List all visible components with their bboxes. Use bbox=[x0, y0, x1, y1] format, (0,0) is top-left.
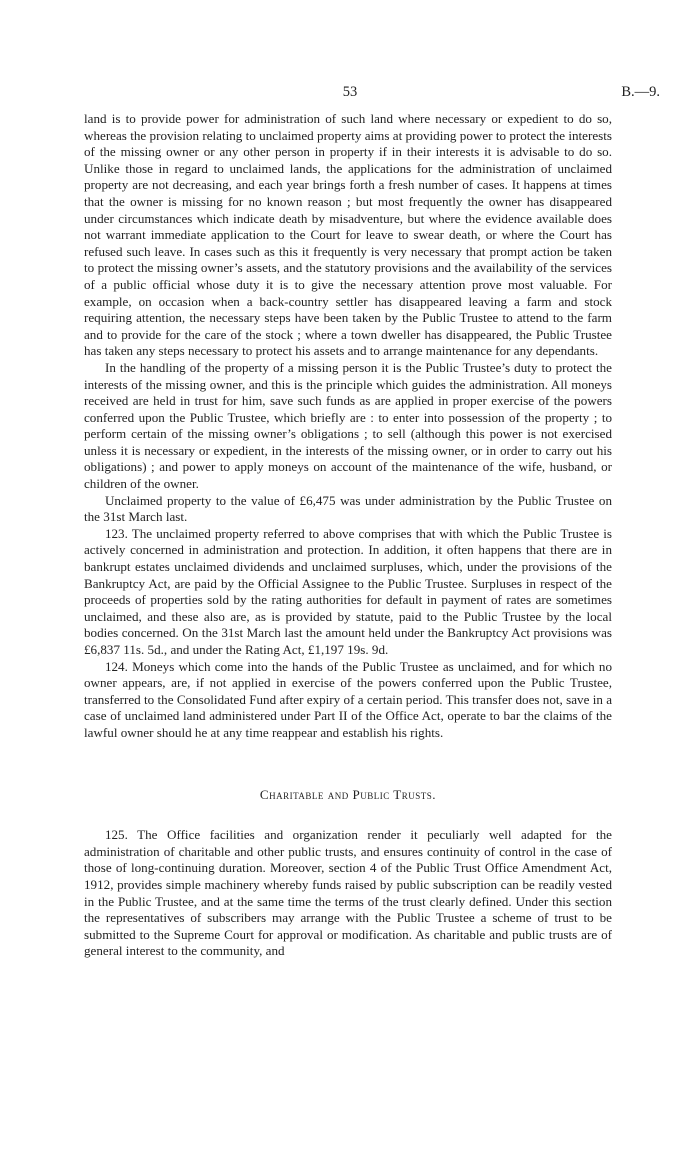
document-reference: B.—9. bbox=[621, 84, 660, 100]
paragraph-125: 125. The Office facilities and organization render it peculiarly well adapted for the administration of charitable and other public trusts, and ensures continuity of control in the case of those of long-continuing duration. Moreover, section 4 of the Public Trust Office Amendment Act, 1912, provides simple machinery whereby funds raised by public subscription can be readily vested in the Public Trustee, and at the same time the terms of the trust clearly defined. Under this section the representatives of subscribers may arrange with the Public Trustee a scheme of trust to be submitted to the Supreme Court for approval or modification. As charitable and public trusts are of general interest to the community, and bbox=[84, 827, 612, 959]
paragraph-123: 123. The unclaimed property referred to above comprises that with which the Public Trustee is actively concerned in administration and protection. In addition, it often happens that there are in bankrupt estates unclaimed dividends and unclaimed surpluses, which, under the provisions of the Bankruptcy Act, are paid by the Official Assignee to the Public Trustee. Surpluses in respect of the proceeds of properties sold by the rating authorities for default in payment of rates are sometimes unclaimed, and these also are, as is provided by statute, paid to the Public Trustee by the local bodies concerned. On the 31st March last the amount held under the Bankruptcy Act provisions was £6,837 11s. 5d., and under the Rating Act, £1,197 19s. 9d. bbox=[84, 525, 612, 657]
paragraph-124: 124. Moneys which come into the hands of the Public Trustee as unclaimed, and for which no owner appears, are, if not applied in exercise of the powers conferred upon the Public Trustee, transferred to the Consolidated Fund after expiry of a certain period. This transfer does not, save in a case of unclaimed land administered under Part II of the Office Act, operate to bar the claims of the lawful owner should he at any time reappear and establish his rights. bbox=[84, 658, 612, 740]
section-heading: Charitable and Public Trusts. bbox=[259, 786, 437, 802]
page-number: 53 bbox=[342, 84, 358, 100]
page-header bbox=[40, 84, 660, 106]
paragraph-missing-person-duty: In the handling of the property of a missing person it is the Public Trustee’s duty to protect the interests of the missing owner, and this is the principle which guides the administration. All moneys received are held in trust for him, save such funds as are applied in proper exercise of the powers conferred upon the Public Trustee, which briefly are : to enter into possession of the property ; to perform certain of the missing owner’s obligations ; to sell (although this power is not exercised unless it is necessary or expedient, in the interests of the missing owner, or in order to carry out his obligations) ; and power to apply moneys on account of the maintenance of the wife, husband, or children of the owner. bbox=[84, 359, 612, 492]
paragraph-continued: land is to provide power for administration of such land where necessary or expedient to do so, whereas the provision relating to unclaimed property aims at providing power to protect the interests of the missing owner or any other person in property if in their interests it is advisable to do so. Unlike those in regard to unclaimed lands, the applications for the administration of unclaimed property are not decreasing, and each year brings forth a fresh number of cases. It happens at times that the owner is missing for no known reason ; but most frequently the owner has disappeared under circumstances which indicate death by misadventure, but where the evidence available does not warrant immediate application to the Court for leave to swear death, or where the Court has refused such leave. In cases such as this it frequently is very necessary that prompt action be taken to protect the missing owner’s assets, and the statutory provisions and the availability of the services of a public official whose duty it is to give the necessary attention prove most valuable. For example, on occasion when a back-country settler has disappeared leaving a farm and stock requiring attention, the necessary steps have been taken by the Public Trustee to attend to the farm and to provide for the care of the stock ; where a town dweller has disappeared, the Public Trustee has taken any steps necessary to protect his assets and to arrange maintenance for any dependants. bbox=[84, 111, 612, 359]
paragraph-unclaimed-value: Unclaimed property to the value of £6,475 was under administration by the Public Trustee on the 31st March last. bbox=[84, 492, 612, 525]
body-text bbox=[84, 111, 612, 960]
